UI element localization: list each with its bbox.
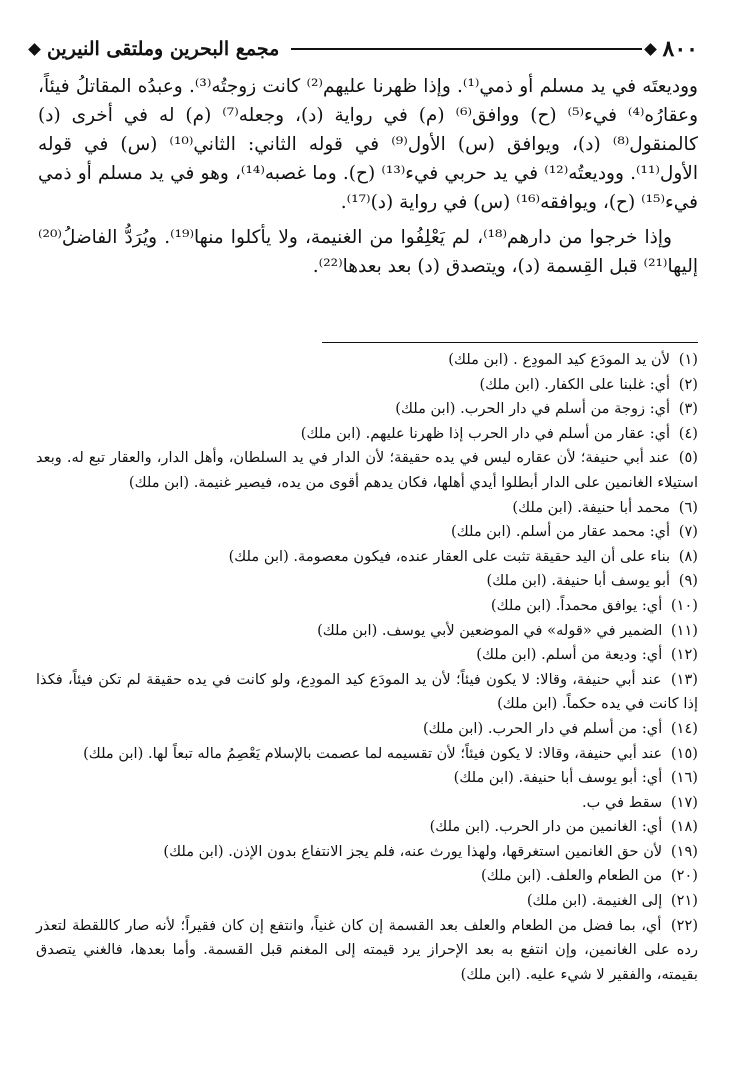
footnote-text: الضمير في «قوله» في الموضعين لأبي يوسف. (ابن ملك) (317, 621, 663, 639)
footnote-text: سقط في ب. (582, 793, 663, 811)
footnote-text: أي: يوافق محمداً. (ابن ملك) (490, 596, 663, 614)
footnote-text: محمد أبا حنيفة. (ابن ملك) (512, 498, 671, 516)
footnote (36, 619, 698, 644)
footnote-text: أي: وديعة من أسلم. (ابن ملك) (476, 646, 663, 664)
footnote-number: (٢٢) (670, 916, 699, 934)
main-paragraph: وإذا خرجوا من دارهم⁽¹⁸⁾، لم يَعْلِفُوا من الغنيمة، ولا يأكلوا منها⁽¹⁹⁾. ويُرَدُّ الفاضلُ⁽²⁰⁾ إليها⁽²¹⁾ قبل القِسمة (د)، ويتصدق (د) بعد بعدها⁽²²⁾. (38, 227, 698, 277)
footnote-number: (٥) (678, 449, 698, 467)
footnote-number: (٧) (678, 523, 698, 541)
footnote (36, 889, 698, 914)
footnote-text: أي: غلبنا على الكفار. (ابن ملك) (479, 375, 671, 393)
footnote (36, 766, 698, 791)
footnote-text: عند أبي حنيفة؛ لأن عقاره ليس في يده حقيقة؛ لأن الدار في يد السلطان، وأهل الدار، والعقار تبع له. وبعد استيلاء الغانمين على الدار أبطلوا أيدي أهلها، فكان يدهم أقوى من يده، فيصير غنيمة. (ابن ملك) (36, 449, 698, 491)
footnote-text: أي: عقار من أسلم في دار الحرب إذا ظهرنا عليهم. (ابن ملك) (300, 424, 671, 442)
footnote-text: من الطعام والعلف. (ابن ملك) (481, 867, 663, 885)
footnote-number: (١٨) (670, 818, 698, 836)
book-title: مجمع البحرين وملتقى النيرين (47, 38, 280, 60)
footnote-number: (٦) (678, 498, 698, 516)
footnote (36, 668, 698, 717)
footnote (36, 545, 698, 570)
footnote-number: (١٣) (670, 670, 698, 688)
footnote-number: (١٢) (670, 646, 698, 664)
main-paragraph: ووديعتَه في يد مسلم أو ذمي⁽¹⁾. وإذا ظهرنا عليهم⁽²⁾ كانت زوجتُه⁽³⁾. وعبدُه المقاتلُ فيئاً، وعقارُه⁽⁴⁾ فيء⁽⁵⁾ (ح) ووافق⁽⁶⁾ (م) في رواية (د)، وجعله⁽⁷⁾ (م) له في أخرى (د) كالمنقول⁽⁸⁾ (د)، ويوافق (س) الأول⁽⁹⁾ في قوله الثاني: الثاني⁽¹⁰⁾ (س) في قوله الأول⁽¹¹⁾. ووديعتُه⁽¹²⁾ في يد حربي فيء⁽¹³⁾ (ح). وما غصبه⁽¹⁴⁾، وهو في يد مسلم أو ذمي فيء⁽¹⁵⁾ (ح)، ويوافقه⁽¹⁶⁾ (س) في رواية (د)⁽¹⁷⁾. (38, 76, 699, 213)
footnote-number: (١٤) (670, 719, 698, 737)
footnote-number: (١١) (670, 621, 698, 639)
footnote-number: (١٥) (670, 744, 698, 762)
footnote (36, 422, 698, 447)
footnote-text: أي: من أسلم في دار الحرب. (ابن ملك) (422, 719, 663, 737)
footnote (36, 594, 698, 619)
footnote-text: عند أبي حنيفة، وقالا: لا يكون فيئاً؛ لأن تقسيمه لما عصمت بالإسلام يَعْصِمُ ماله تبعاً لها. (ابن ملك) (83, 744, 663, 762)
footnote-text: لأن حق الغانمين استغرقها، ولهذا يورث عنه، فلم يجز الانتفاع بدون الإذن. (ابن ملك) (163, 842, 663, 860)
footnote-text: أي، بما فضل من الطعام والعلف بعد القسمة إن كان غنياً، وانتفع إن كان فقيراً؛ لأنه صار كاللقطة لتعذر رده على الغانمين، وإن انتفع به بعد الإحراز يرد قيمته إلى المغنم قبل القسمة. وأما بعدها، فالغني يتصدق بقيمته، والفقير لا شيء عليه. (ابن ملك) (36, 916, 698, 983)
footnote-number: (١) (678, 351, 698, 368)
footnote (36, 397, 698, 422)
footnote-text: لأن يد المودَع كيد المودِع . (ابن ملك) (448, 351, 671, 368)
footnotes-list (36, 348, 698, 987)
footnote (36, 446, 698, 495)
footnote (36, 520, 698, 545)
footnote-number: (٢) (678, 375, 698, 393)
footnote-text: عند أبي حنيفة، وقالا: لا يكون فيئاً؛ لأن يد المودَع كيد المودِع، ولو كانت في يده حقيقة لم تكن فيئاً، فكذا إذا كانت في يده حكماً. (ابن ملك) (36, 670, 698, 713)
footnote-number: (٢٠) (670, 867, 698, 885)
footnote-text: أي: محمد عقار من أسلم. (ابن ملك) (451, 523, 671, 541)
footnote-number: (١٧) (670, 793, 698, 811)
footnote (36, 348, 698, 373)
footnote (36, 840, 698, 865)
footnote (36, 914, 698, 988)
footnote-number: (١٦) (670, 769, 698, 787)
footnote-text: أي: أبو يوسف أبا حنيفة. (ابن ملك) (453, 769, 663, 787)
footnote (36, 643, 698, 668)
footnote-text: بناء على أن اليد حقيقة تثبت على العقار عنده، فيكون معصومة. (ابن ملك) (228, 547, 671, 565)
footnote-text: أبو يوسف أبا حنيفة. (ابن ملك) (486, 572, 671, 590)
footnote-separator (322, 342, 698, 343)
footnote-number: (١٠) (670, 596, 698, 614)
footnote (36, 791, 698, 816)
footnote-text: أي: الغانمين من دار الحرب. (ابن ملك) (429, 818, 663, 836)
page-header (30, 36, 698, 62)
footnote-number: (٤) (678, 424, 698, 442)
footnote (36, 815, 698, 840)
footnote-number: (٨) (678, 547, 698, 565)
footnote-number: (١٩) (670, 842, 698, 860)
footnote (36, 373, 698, 398)
page-number: ٨٠٠ (662, 36, 698, 62)
main-text (38, 72, 698, 281)
footnote-text: إلى الغنيمة. (ابن ملك) (526, 892, 663, 910)
footnote (36, 569, 698, 594)
footnote (36, 864, 698, 889)
footnote (36, 742, 698, 767)
footnote (36, 496, 698, 521)
footnote-text: أي: زوجة من أسلم في دار الحرب. (ابن ملك) (395, 400, 671, 418)
footnote-number: (٢١) (670, 892, 698, 910)
footnote-number: (٩) (678, 572, 698, 590)
footnote-number: (٣) (678, 400, 698, 418)
header-rule (291, 48, 641, 50)
diamond-ornament-icon (644, 43, 657, 56)
diamond-ornament-icon (28, 43, 41, 56)
footnote (36, 717, 698, 742)
